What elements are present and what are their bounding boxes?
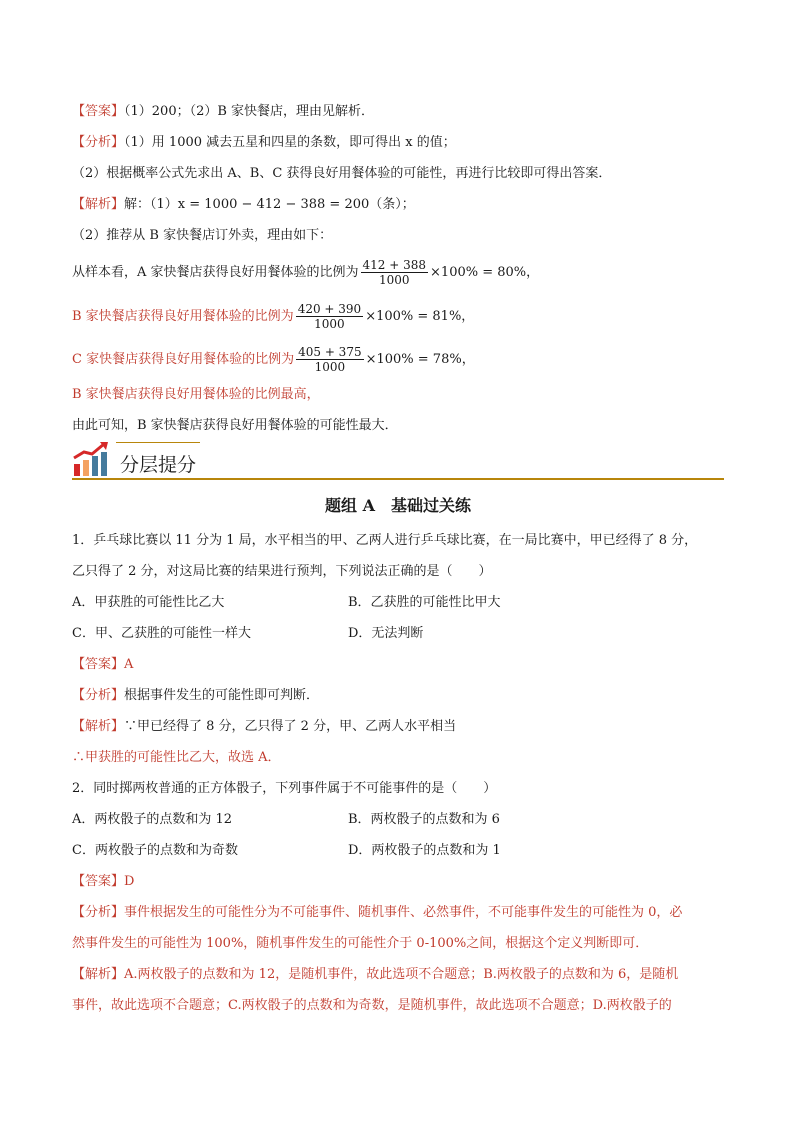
ratio-a-denominator: 1000 <box>379 273 410 287</box>
ratio-a-fraction <box>361 258 429 287</box>
answer-text: （1）200；（2）B 家快餐店，理由见解析． <box>124 104 375 119</box>
q1-solution-line <box>72 718 456 736</box>
q2-solution-line-2: 事件，故此选项不合题意；C.两枚骰子的点数和为奇数，是随机事件，故此选项不合题意；D.两枚骰子的 <box>72 998 672 1013</box>
ratio-c-denominator: 1000 <box>314 360 346 374</box>
q1-stem-line-2: 乙只得了 2 分，对这局比赛的结果进行预判，下列说法正确的是（ ） <box>72 564 492 579</box>
ratio-c-numerator: 405 + 375 <box>298 345 362 359</box>
ratio-b-denominator: 1000 <box>314 317 345 331</box>
solution-line-2: （2）推荐从 B 家快餐店订外卖，理由如下： <box>72 228 333 243</box>
section-title: 分层提分 <box>120 454 197 476</box>
q2-option-d: D．两枚骰子的点数和为 1 <box>348 843 501 858</box>
ratio-c-prefix: C 家快餐店获得良好用餐体验的比例为 <box>72 352 295 367</box>
q2-analysis-text-1: 事件根据发生的可能性分为不可能事件、随机事件、必然事件，不可能事件发生的可能性为 0，必 <box>124 905 683 920</box>
q2-solution-text-1: A.两枚骰子的点数和为 12，是随机事件，故此选项不合题意；B.两枚骰子的点数和为 6，是随机 <box>124 967 679 982</box>
q2-analysis-line-1 <box>72 904 682 922</box>
analysis-line-2: （2）根据概率公式先求出 A、B、C 获得良好用餐体验的可能性，再进行比较即可得出答案． <box>72 166 612 181</box>
q2-analysis-line-2: 然事件发生的可能性为 100%，随机事件发生的可能性介于 0-100%之间，根据这个定义判断即可． <box>72 936 649 951</box>
q1-analysis-label: 【分析】 <box>72 688 125 703</box>
ratio-a-suffix: ×100% = 80%， <box>430 265 540 280</box>
ratio-a-numerator: 412 + 388 <box>362 258 427 272</box>
analysis-label: 【分析】 <box>72 135 125 150</box>
ratio-b-numerator: 420 + 390 <box>297 302 362 316</box>
analysis-line-1 <box>72 134 456 152</box>
q1-solution-conclusion: ∴甲获胜的可能性比乙大，故选 A． <box>72 750 281 765</box>
ratio-a-prefix: 从样本看，A 家快餐店获得良好用餐体验的比例为 <box>72 265 359 280</box>
q1-option-c: C．甲、乙获胜的可能性一样大 <box>72 626 251 641</box>
q2-option-b: B．两枚骰子的点数和为 6 <box>348 812 500 827</box>
q2-answer-line <box>72 873 134 891</box>
q1-analysis-line <box>72 687 319 705</box>
growth-chart-icon <box>72 440 112 478</box>
q2-option-c: C．两枚骰子的点数和为奇数 <box>72 843 238 858</box>
q2-analysis-label: 【分析】 <box>72 905 125 920</box>
ratio-b-suffix: ×100% = 81%， <box>365 309 475 324</box>
q2-stem: 2．同时掷两枚普通的正方体骰子，下列事件属于不可能事件的是（ ） <box>72 781 497 796</box>
q1-analysis-text: 根据事件发生的可能性即可判断． <box>124 688 320 703</box>
q1-option-b: B．乙获胜的可能性比甲大 <box>348 595 501 610</box>
q2-answer-label: 【答案】 <box>72 874 125 889</box>
ratio-line-c <box>72 345 475 374</box>
ratio-b-prefix: B 家快餐店获得良好用餐体验的比例为 <box>72 309 294 324</box>
group-title: 题组 A 基础过关练 <box>325 496 471 515</box>
answer-line <box>72 103 374 121</box>
q1-option-d: D．无法判断 <box>348 626 424 641</box>
section-header <box>72 438 724 478</box>
solution-label: 【解析】 <box>72 197 125 212</box>
q2-solution-label: 【解析】 <box>72 967 125 982</box>
q1-solution-label: 【解析】 <box>72 719 125 734</box>
ratio-line-a <box>72 258 539 287</box>
q1-stem-line-1: 1．乒乓球比赛以 11 分为 1 局，水平相当的甲、乙两人进行乒乓球比赛，在一局比赛中，甲已经得了 8 分， <box>72 533 698 548</box>
q2-option-a: A．两枚骰子的点数和为 12 <box>72 812 233 827</box>
analysis-text-1: （1）用 1000 减去五星和四星的条数，即可得出 x 的值； <box>124 135 456 150</box>
solution-line-1 <box>72 196 415 214</box>
q2-solution-line-1 <box>72 966 678 984</box>
q1-answer-text: A <box>124 657 134 672</box>
q1-answer-line <box>72 656 133 674</box>
solution-text-1: 解：（1）x = 1000 − 412 − 388 = 200（条）； <box>124 197 415 212</box>
section-divider <box>72 478 724 480</box>
ratio-c-suffix: ×100% = 78%， <box>365 352 475 367</box>
q2-answer-text: D <box>124 874 135 889</box>
ratio-b-fraction <box>296 302 364 331</box>
q1-solution-text: ∵甲已经得了 8 分，乙只得了 2 分，甲、乙两人水平相当 <box>124 719 457 734</box>
ratio-c-fraction <box>296 345 364 374</box>
q1-answer-label: 【答案】 <box>72 657 125 672</box>
conclusion-line-2: 由此可知，B 家快餐店获得良好用餐体验的可能性最大． <box>72 418 398 433</box>
conclusion-line-1: B 家快餐店获得良好用餐体验的比例最高， <box>72 387 320 402</box>
ratio-line-b <box>72 302 474 331</box>
answer-label: 【答案】 <box>72 104 125 119</box>
section-top-rule <box>116 442 200 443</box>
q1-option-a: A．甲获胜的可能性比乙大 <box>72 595 225 610</box>
